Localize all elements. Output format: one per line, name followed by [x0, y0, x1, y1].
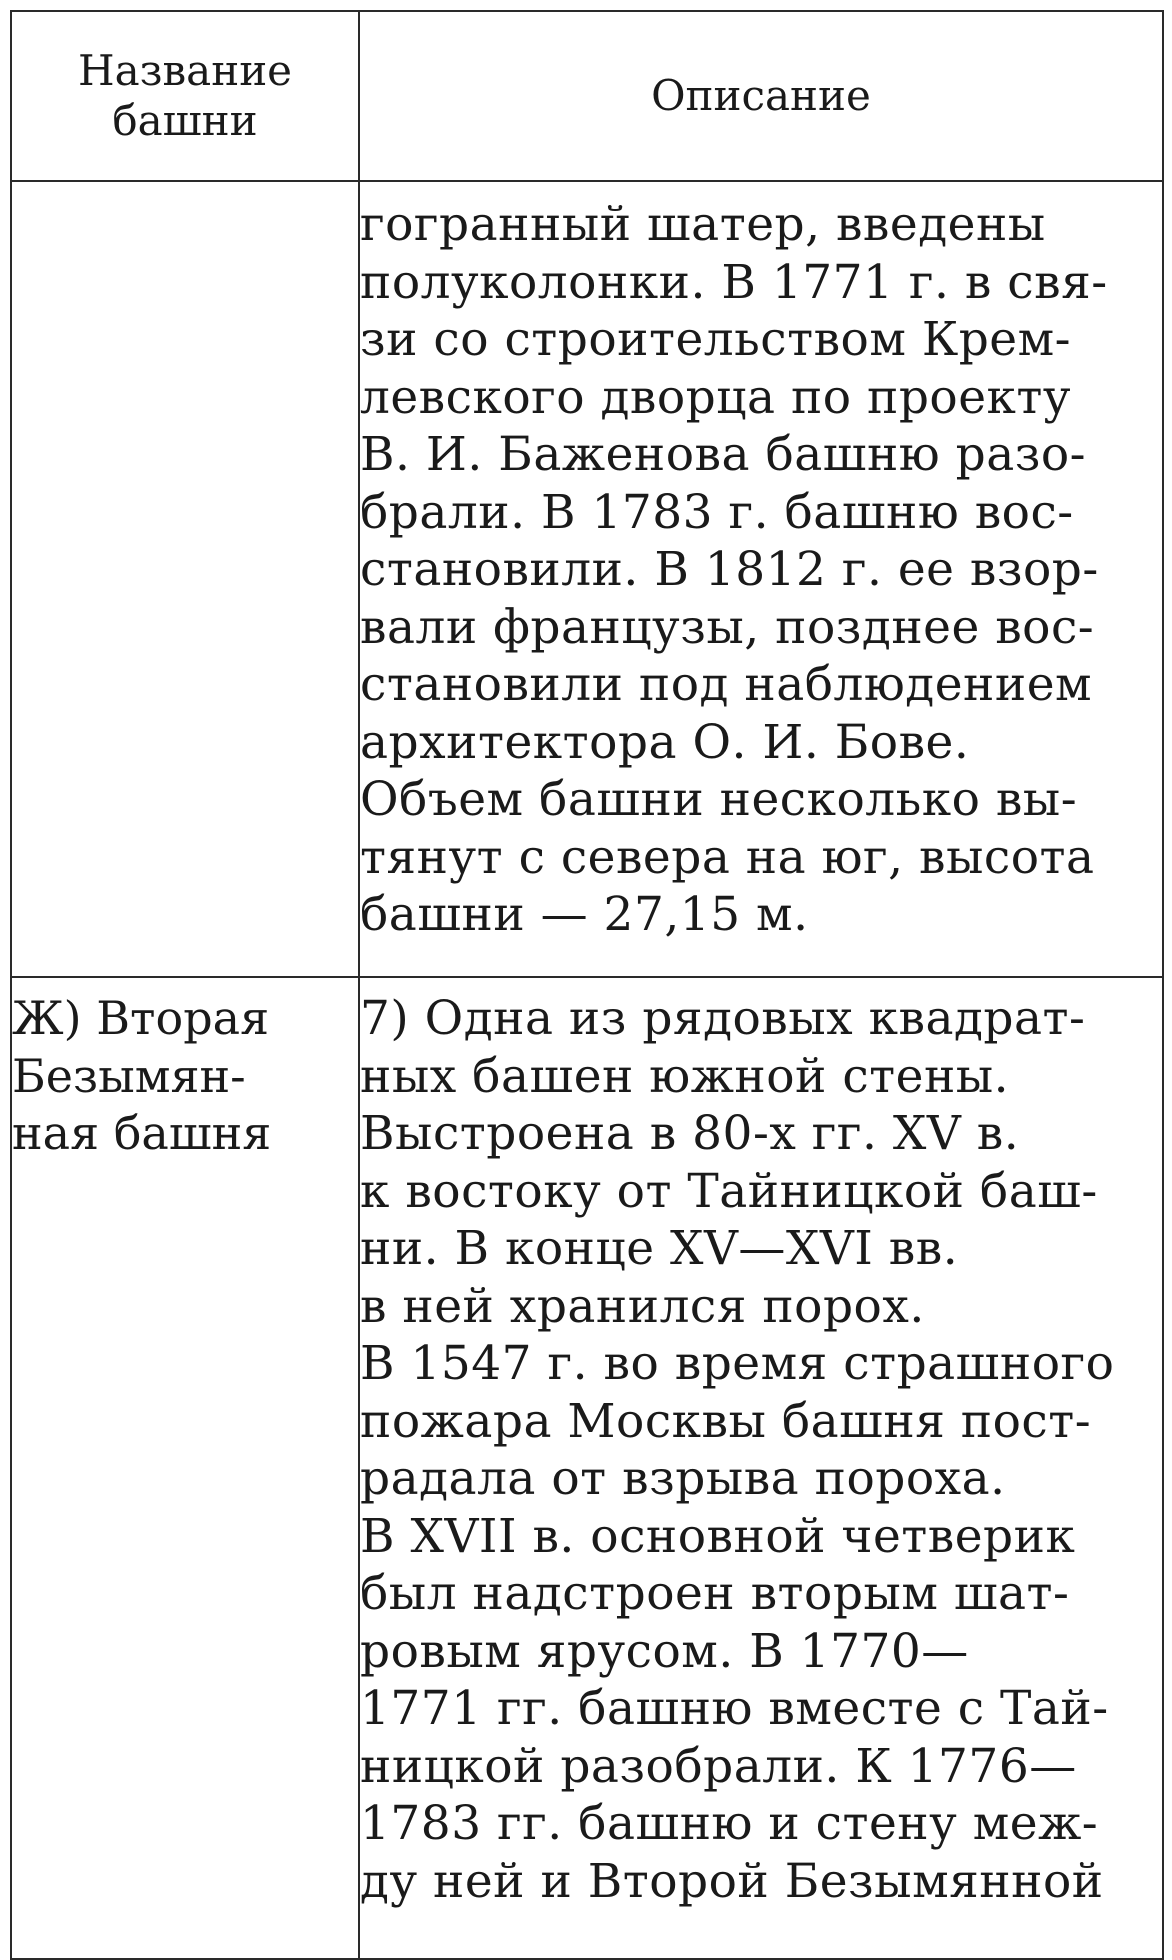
description-line: В. И. Баженова башню разо- [360, 427, 1087, 482]
towers-table [10, 10, 1164, 1960]
description-line: 1771 гг. башню вместе с Тай- [360, 1681, 1109, 1736]
description-line: брали. В 1783 г. башню вос- [360, 484, 1074, 540]
description-line: В 1547 г. во время страшного [360, 1336, 1115, 1391]
description-line: пожара Москвы башня пост- [360, 1393, 1092, 1449]
table-header-row [11, 11, 1163, 181]
description-line: становили под наблюдением [360, 657, 1093, 712]
table-row [11, 977, 1163, 1959]
header-name-line: башни [112, 96, 258, 145]
description-line: 1783 гг. башню и стену меж- [360, 1796, 1099, 1851]
description-line: ницкой разобрали. К 1776— [360, 1738, 1077, 1794]
description-line: гогранный шатер, введены [360, 197, 1046, 252]
tower-name-cell [11, 977, 359, 1959]
description-line: В XVII в. основной четверик [360, 1508, 1076, 1564]
description-line: ных башен южной стены. [360, 1048, 1010, 1104]
description-line: ни. В конце XV—XVI вв. [360, 1221, 959, 1276]
description-line: тянут с севера на юг, высота [360, 829, 1095, 885]
description-line: архитектора О. И. Бове. [360, 714, 970, 770]
tower-description-cell [359, 181, 1163, 977]
description-line: башни — 27,15 м. [360, 887, 809, 942]
description-line: становили. В 1812 г. ее взор- [360, 542, 1099, 597]
table-row [11, 181, 1163, 977]
description-line: ду ней и Второй Безымянной [360, 1853, 1104, 1909]
description-line: был надстроен вторым шат- [360, 1566, 1070, 1621]
description-line: левского дворца по проекту [360, 369, 1072, 425]
tower-name-line: Безымян- [12, 1048, 246, 1103]
tower-description-cell [359, 977, 1163, 1959]
tower-name-line: ная башня [12, 1106, 272, 1160]
description-line: полуколонки. В 1771 г. в свя- [360, 254, 1108, 310]
header-description-label: Описание [651, 71, 871, 120]
description-line: 7) Одна из рядовых квадрат- [360, 991, 1086, 1046]
description-line: зи со строительством Крем- [360, 312, 1072, 367]
description-line: Выстроена в 80-х гг. XV в. [360, 1106, 1020, 1161]
description-line: Объем башни несколько вы- [360, 772, 1078, 827]
description-line: ровым ярусом. В 1770— [360, 1623, 969, 1679]
description-line: радала от взрыва пороха. [360, 1451, 1006, 1506]
tower-name-line: Ж) Вторая [12, 991, 270, 1045]
tower-name-cell [11, 181, 359, 977]
header-name-line: Название [77, 46, 293, 95]
description-line: к востоку от Тайницкой баш- [360, 1163, 1098, 1219]
header-description-column [359, 11, 1163, 181]
description-line: в ней хранился порох. [360, 1278, 925, 1334]
description-line: вали французы, позднее вос- [360, 599, 1095, 655]
header-name-column [11, 11, 359, 181]
